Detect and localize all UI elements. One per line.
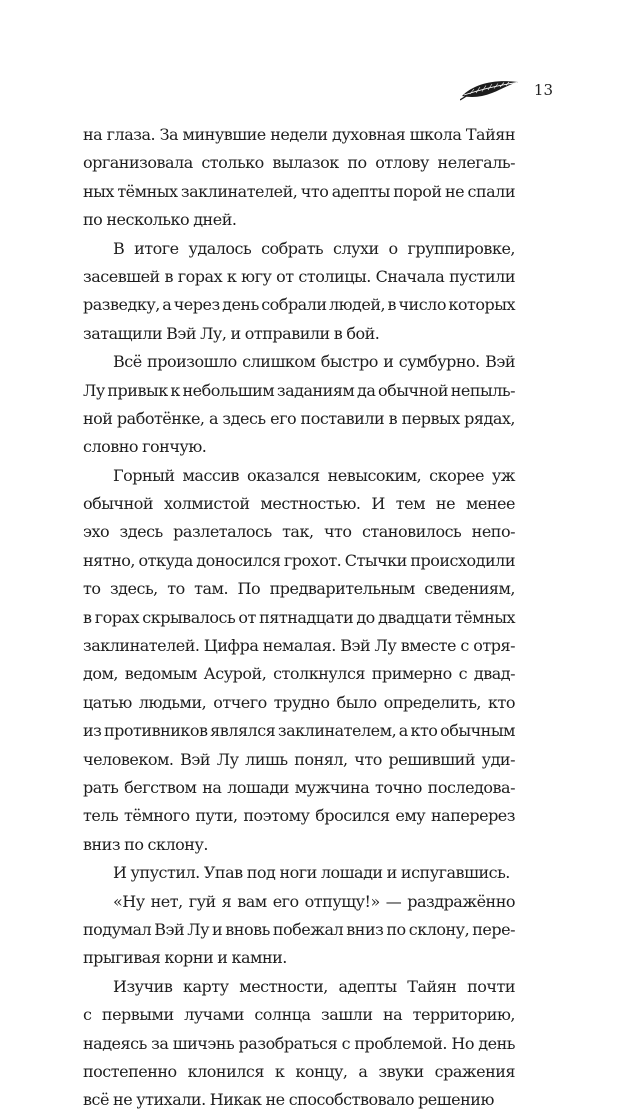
text-line: Горный массив оказался невысоким, скорее уж [113, 465, 515, 485]
text-line: всё не утихали. Никак не способствовало решению [83, 1090, 494, 1110]
text-line: подумал Вэй Лу и вновь побежал вниз по склону, пере- [83, 919, 516, 939]
text-line: тель тёмного пути, поэтому бросился ему наперерез [83, 806, 515, 826]
text-line: И упустил. Упав под ноги лошади и испугавшись. [113, 863, 510, 883]
text-line: человеком. Вэй Лу лишь понял, что решивший уди- [83, 749, 515, 769]
text-line: затащили Вэй Лу, и отправили в бой. [83, 323, 380, 343]
text-line: заклинателей. Цифра немалая. Вэй Лу вместе с отря- [83, 636, 516, 656]
text-line: Изучив карту местности, адепты Тайян почти [113, 976, 515, 996]
text-line: в горах скрывалось от пятнадцати до двадцати тёмных [83, 607, 516, 627]
text-line: ных тёмных заклинателей, что адепты порой не спали [83, 181, 516, 201]
paragraph [83, 973, 515, 1115]
text-line: по несколько дней. [83, 210, 237, 230]
text-line: Всё произошло слишком быстро и сумбурно. Вэй [113, 352, 515, 372]
page-number: 13 [533, 80, 553, 99]
feather-icon [460, 76, 520, 102]
paragraph [83, 121, 515, 235]
text-line: Лу привык к небольшим заданиям да обычной непыль- [83, 380, 516, 400]
text-line: постепенно клонился к концу, а звуки сражения [83, 1061, 515, 1081]
page-header [460, 76, 553, 102]
text-line: словно гончую. [83, 437, 207, 457]
text-line: цатью людьми, отчего трудно было определить, кто [83, 692, 515, 712]
text-line: «Ну нет, гуй я вам его отпущу!» — раздражённо [113, 891, 515, 911]
text-line: то здесь, то там. По предварительным сведениям, [83, 579, 515, 599]
text-line: разведку, а через день собрали людей, в число которых [83, 295, 515, 315]
paragraph [83, 462, 515, 859]
paragraph [83, 235, 515, 349]
text-line: на глаза. За минувшие недели духовная школа Тайян [83, 125, 515, 144]
text-line: рать бегством на лошади мужчина точно последова- [83, 777, 515, 797]
text-line: В итоге удалось собрать слухи о группировке, [113, 238, 515, 258]
text-line: прыгивая корни и камни. [83, 948, 287, 968]
text-line: из противников являлся заклинателем, а кто обычным [83, 721, 515, 741]
text-line: с первыми лучами солнца зашли на территорию, [83, 1005, 515, 1025]
text-line: вниз по склону. [83, 834, 208, 854]
text-line: ной работёнке, а здесь его поставили в первых рядах, [83, 408, 515, 428]
text-line: дом, ведомым Асурой, столкнулся примерно с двад- [83, 664, 515, 684]
paragraph [83, 859, 515, 887]
paragraph [83, 888, 515, 973]
text-line: засевшей в горах к югу от столицы. Сначала пустили [83, 266, 515, 286]
paragraph [83, 348, 515, 462]
text-line: обычной холмистой местностью. И тем не менее [83, 494, 515, 514]
body-text [83, 121, 515, 1115]
text-line: нятно, откуда доносился грохот. Стычки происходили [83, 550, 516, 570]
text-line: надеясь за шичэнь разобраться с проблемой. Но день [83, 1033, 516, 1053]
text-line: эхо здесь разлеталось так, что становилось непо- [83, 522, 515, 542]
text-line: организовала столько вылазок по отлову нелегаль- [83, 153, 515, 173]
